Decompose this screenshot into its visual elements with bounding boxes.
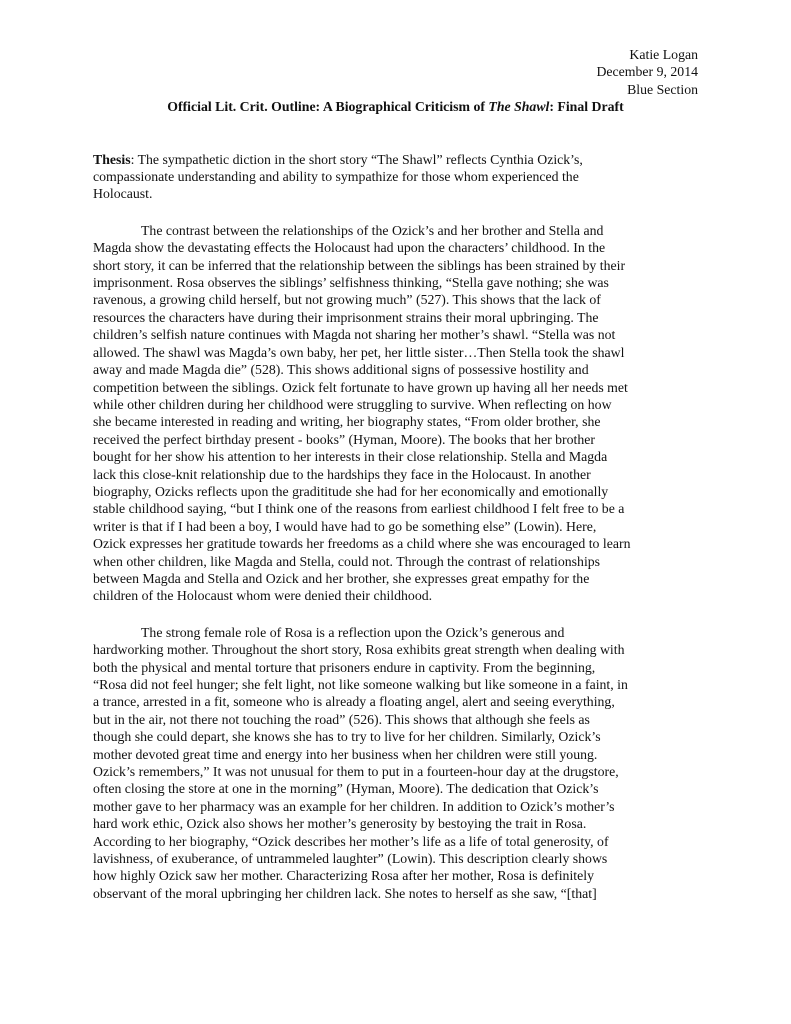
paragraph-line: she became interested in reading and writing, her biography states, “From older brother, she bbox=[93, 414, 601, 430]
paragraph-line: Ozick’s remembers,” It was not unusual for them to put in a fourteen-hour day at the drugstore, bbox=[93, 764, 619, 780]
paragraph-line: received the perfect birthday present - books” (Hyman, Moore). The books that her brother bbox=[93, 431, 596, 447]
paragraph-line: children of the Holocaust whom were denied their childhood. bbox=[93, 588, 433, 604]
paragraph-line: The strong female role of Rosa is a reflection upon the Ozick’s generous and bbox=[141, 624, 565, 640]
paragraph-line: but in the air, not there not touching the road” (526). This shows that although she feels as bbox=[93, 711, 590, 727]
paragraph-line: though she could depart, she knows she has to try to live for her children. Similarly, Ozick’s bbox=[93, 729, 601, 745]
thesis-label: Thesis bbox=[93, 151, 131, 167]
paragraph-line: observant of the moral upbringing her children lack. She notes to herself as she saw, “[that] bbox=[93, 885, 597, 901]
class-section: Blue Section bbox=[627, 81, 698, 97]
paragraph-line: both the physical and mental torture that prisoners endure in captivity. From the beginning, bbox=[93, 659, 596, 675]
paragraph-line: between Magda and Stella and Ozick and her brother, she expresses great empathy for the bbox=[93, 570, 590, 586]
thesis-paragraph bbox=[93, 151, 698, 203]
paragraph-line: imprisonment. Rosa observes the siblings’ selfishness thinking, “Stella gave nothing; she was bbox=[93, 275, 609, 291]
thesis-line bbox=[93, 151, 698, 168]
body-paragraph-1 bbox=[93, 222, 698, 605]
paragraph-line: while other children during her childhood were struggling to survive. When reflecting on how bbox=[93, 396, 612, 412]
paragraph-line: Ozick expresses her gratitude towards her freedoms as a child where she was encouraged to learn bbox=[93, 536, 631, 552]
paragraph-line: Magda show the devastating effects the Holocaust had upon the characters’ childhood. In the bbox=[93, 240, 606, 256]
thesis-line: compassionate understanding and ability to sympathize for those whom experienced the bbox=[93, 169, 579, 185]
paragraph-line: often closing the store at one in the morning” (Hyman, Moore). The dedication that Ozick’s bbox=[93, 781, 599, 797]
paragraph-line: bought for her show his attention to her interests in their close relationship. Stella and Magda bbox=[93, 449, 608, 465]
paragraph-line: hard work ethic, Ozick also shows her mother’s generosity by bestoying the trait in Rosa. bbox=[93, 816, 587, 832]
paragraph-line: “Rosa did not feel hunger; she felt light, not like someone walking but like someone in a faint, in bbox=[93, 677, 628, 692]
paragraph-line: resources the characters have during their imprisonment strains their moral upbringing. The bbox=[93, 309, 599, 325]
paragraph-line: biography, Ozicks reflects upon the gradititude she had for her economically and emotionally bbox=[93, 483, 609, 499]
paragraph-line: The contrast between the relationships of the Ozick’s and her brother and Stella and bbox=[141, 222, 604, 238]
paragraph-line: away and made Magda die” (528). This shows additional signs of possessive hostility and bbox=[93, 362, 589, 378]
paragraph-line: how highly Ozick saw her mother. Characterizing Rosa after her mother, Rosa is definitely bbox=[93, 868, 594, 884]
paragraph-line: short story, it can be inferred that the relationship between the siblings has been strained by their bbox=[93, 257, 626, 273]
paragraph-line: a trance, arrested in a fit, someone who is already a floating angel, alert and seeing everything, bbox=[93, 694, 615, 710]
paragraph-line: competition between the siblings. Ozick felt fortunate to have grown up having all her needs met bbox=[93, 379, 628, 395]
paragraph-line: hardworking mother. Throughout the short story, Rosa exhibits great strength when dealing with bbox=[93, 642, 625, 658]
thesis-line: Holocaust. bbox=[93, 186, 153, 202]
document-title bbox=[93, 98, 698, 115]
paragraph-line: lavishness, of exuberance, of untrammeled laughter” (Lowin). This description clearly shows bbox=[93, 851, 608, 867]
paragraph-line: mother gave to her pharmacy was an example for her children. In addition to Ozick’s mother’s bbox=[93, 798, 615, 814]
paragraph-line: stable childhood saying, “but I think one of the reasons from earliest childhood I felt free to be a bbox=[93, 501, 625, 517]
thesis-text: : The sympathetic diction in the short story “The Shawl” reflects Cynthia Ozick’s, bbox=[130, 151, 583, 167]
header-block bbox=[93, 46, 698, 98]
body-paragraph-2 bbox=[93, 624, 698, 903]
paragraph-line: lack this close-knit relationship due to the hardships they face in the Holocaust. In another bbox=[93, 466, 591, 482]
paragraph-line: children’s selfish nature continues with Magda not sharing her mother’s shawl. “Stella was not bbox=[93, 327, 616, 343]
author-name: Katie Logan bbox=[629, 47, 698, 62]
paragraph-line: ravenous, a growing child herself, but not growing much” (527). This shows that the lack of bbox=[93, 292, 601, 308]
paragraph-line: allowed. The shawl was Magda’s own baby, her pet, her little sister…Then Stella took the shawl bbox=[93, 344, 625, 360]
title-part2: : Final Draft bbox=[549, 99, 624, 115]
document-date: December 9, 2014 bbox=[596, 64, 698, 80]
title-part1: Official Lit. Crit. Outline: A Biographical Criticism of bbox=[167, 99, 489, 115]
paragraph-line: mother devoted great time and energy into her business when her children were still young. bbox=[93, 746, 598, 762]
title-italic: The Shawl bbox=[488, 99, 550, 115]
paragraph-line: when other children, like Magda and Stella, could not. Through the contrast of relationships bbox=[93, 553, 601, 569]
paragraph-line: According to her biography, “Ozick describes her mother’s life as a life of total generosity, of bbox=[93, 833, 609, 849]
paragraph-line: writer is that if I had been a boy, I would have had to go be something else” (Lowin). Here, bbox=[93, 518, 597, 534]
